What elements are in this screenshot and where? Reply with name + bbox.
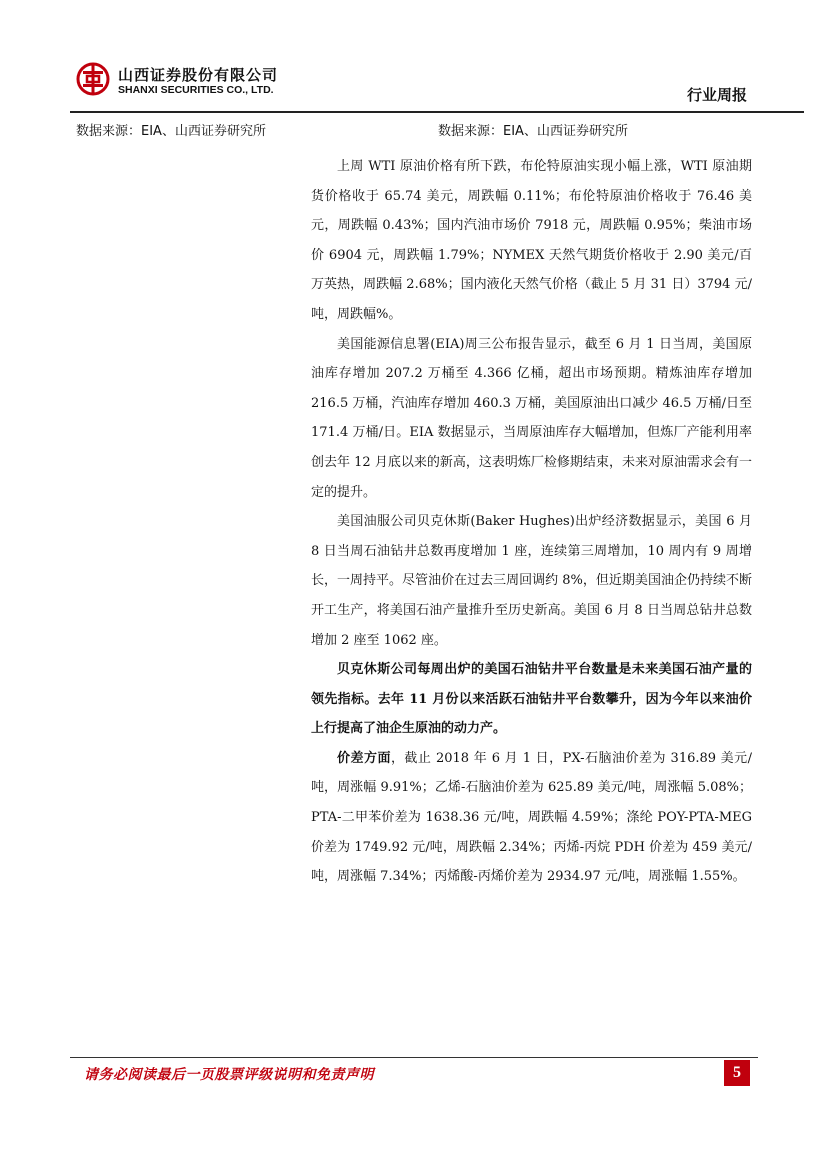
footer-disclaimer: 请务必阅读最后一页股票评级说明和免责声明: [84, 1067, 374, 1083]
company-name-en: SHANXI SECURITIES CO., LTD.: [118, 84, 274, 96]
company-logo: [76, 60, 316, 100]
company-logo-icon: [76, 62, 110, 96]
data-source-right: 数据来源：EIA、山西证券研究所: [438, 124, 628, 139]
spreads-lead: 价差方面: [337, 750, 391, 766]
paragraph-eia-report: 美国能源信息署(EIA)周三公布报告显示，截至 6 月 1 日当周，美国原油库存增加 207.2 万桶至 4.366 亿桶，超出市场预期。精炼油库存增加 216.5 万桶，汽油库存增加 460.3 万桶，美国原油出口减少 46.5 万桶/日至 171.4 万桶/日。EIA 数据显示，当周原油库存大幅增加，但炼厂产能利用率创去年 12 月底以来的新高，这表明炼厂检修期结束，未来对原油需求会有一定的提升。: [311, 336, 752, 500]
key-point-text: 贝克休斯公司每周出炉的美国石油钻井平台数量是未来美国石油产量的领先指标。去年 11 月份以来活跃石油钻井平台数攀升，因为今年以来油价上行提高了油企生原油的动力产。: [311, 662, 752, 737]
paragraph-spreads: [311, 744, 752, 892]
paragraph-oil-prices: 上周 WTI 原油价格有所下跌，布伦特原油实现小幅上涨，WTI 原油期货价格收于 65.74 美元，周跌幅 0.11%；布伦特原油价格收于 76.46 美元，周跌幅 0.43%；国内汽油市场价 7918 元，周跌幅 0.95%；柴油市场价 6904 元，周跌幅 1.79%；NYMEX 天然气期货价格收于 2.90 美元/百万英热，周跌幅 2.68%；国内液化天然气价格（截止 5 月 31 日）3794 元/吨，周跌幅%。: [311, 159, 752, 322]
page-number: 5: [724, 1060, 750, 1086]
paragraph-baker-hughes: 美国油服公司贝克休斯(Baker Hughes)出炉经济数据显示，美国 6 月 8 日当周石油钻井总数再度增加 1 座，连续第三周增加，10 周内有 9 周增长，一周持平。尽管油价在过去三周回调约 8%，但近期美国油企仍持续不断开工生产，将美国石油产量推升至历史新高。美国 6 月 8 日当周总钻井总数增加 2 座至 1062 座。: [311, 514, 752, 648]
company-name-cn: 山西证券股份有限公司: [118, 66, 279, 84]
data-source-left: 数据来源：EIA、山西证券研究所: [76, 124, 266, 139]
footer-divider: [70, 1057, 758, 1058]
paragraph-key-point: [311, 655, 752, 744]
report-type-label: 行业周报: [686, 86, 747, 104]
body-text: [311, 152, 752, 892]
spreads-text: ，截止 2018 年 6 月 1 日，PX-石脑油价差为 316.89 美元/吨，周涨幅 9.91%；乙烯-石脑油价差为 625.89 美元/吨，周涨幅 5.08%；PTA-二甲苯价差为 1638.36 元/吨，周跌幅 4.59%；涤纶 POY-PTA-MEG 价差为 1749.92 元/吨，周跌幅 2.34%；丙烯-丙烷 PDH 价差为 459 美元/吨，周涨幅 7.34%；丙烯酸-丙烯价差为 2934.97 元/吨，周涨幅 1.55%。: [311, 750, 752, 885]
header-divider: [70, 111, 804, 113]
